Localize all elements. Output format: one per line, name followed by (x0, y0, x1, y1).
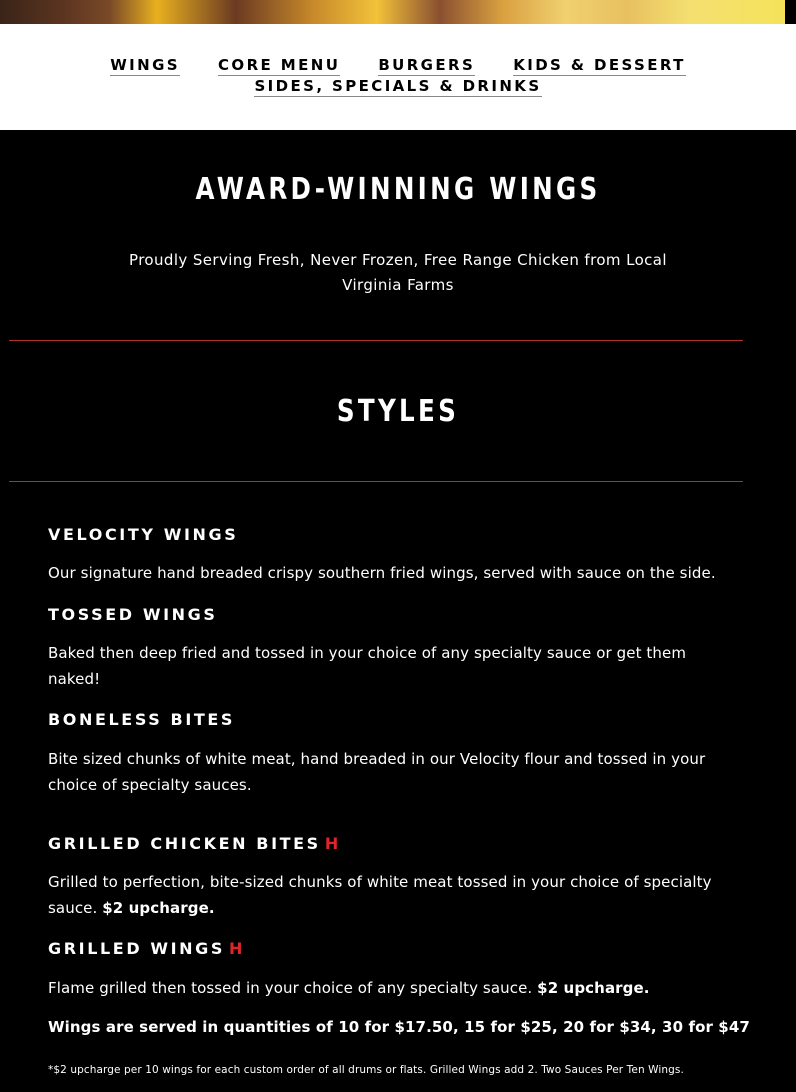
nav-link-core-menu[interactable]: CORE MENU (218, 56, 341, 74)
nav-link-kids-dessert[interactable]: KIDS & DESSERT (513, 56, 686, 74)
page-title: AWARD-WINNING WINGS (195, 172, 601, 207)
nav-row-1 (0, 57, 796, 76)
grilled-marker: H (229, 939, 246, 958)
styles-heading: STYLES (336, 394, 460, 429)
quantities-pricing: Wings are served in quantities of 10 for $17.50, 15 for $25, 20 for $34, 30 for $47 (48, 1018, 750, 1036)
item-desc-velocity-wings: Our signature hand breaded crispy southern fried wings, served with sauce on the side. (48, 564, 716, 582)
item-title-tossed-wings: TOSSED WINGS (48, 605, 218, 624)
item-desc-grilled-chicken-bites: Grilled to perfection, bite-sized chunks of white meat tossed in your choice of specialty sauce. $2 upcharge. (48, 873, 712, 917)
footnote: *$2 upcharge per 10 wings for each custom order of all drums or flats. Grilled Wings add 2. Two Sauces Per Ten Wings. (48, 1064, 684, 1076)
divider-bottom (9, 481, 743, 482)
item-desc-tossed-wings: Baked then deep fried and tossed in your choice of any specialty sauce or get them naked! (48, 644, 687, 688)
item-title-velocity-wings: VELOCITY WINGS (48, 525, 239, 544)
hero-food-image (0, 0, 785, 24)
grilled-marker: H (324, 834, 341, 853)
nav-link-wings[interactable]: WINGS (110, 56, 181, 74)
page-subtitle: Proudly Serving Fresh, Never Frozen, Free Range Chicken from Local Virginia Farms (129, 251, 667, 294)
item-title-grilled-wings: GRILLED WINGS H (48, 939, 246, 958)
item-desc-grilled-wings: Flame grilled then tossed in your choice of any specialty sauce. $2 upcharge. (48, 979, 650, 997)
item-title-boneless-bites: BONELESS BITES (48, 710, 236, 729)
nav-row-2 (0, 78, 796, 97)
item-title-grilled-chicken-bites: GRILLED CHICKEN BITES H (48, 834, 341, 853)
upcharge-note: $2 upcharge. (537, 979, 650, 997)
nav-link-sides-specials-drinks[interactable]: SIDES, SPECIALS & DRINKS (254, 77, 542, 95)
menu-category-nav (0, 24, 796, 130)
item-desc-boneless-bites: Bite sized chunks of white meat, hand breaded in our Velocity flour and tossed in your choice of specialty sauces. (48, 750, 706, 794)
nav-link-burgers[interactable]: BURGERS (378, 56, 476, 74)
upcharge-note: $2 upcharge. (102, 898, 215, 917)
divider-top (9, 340, 743, 341)
